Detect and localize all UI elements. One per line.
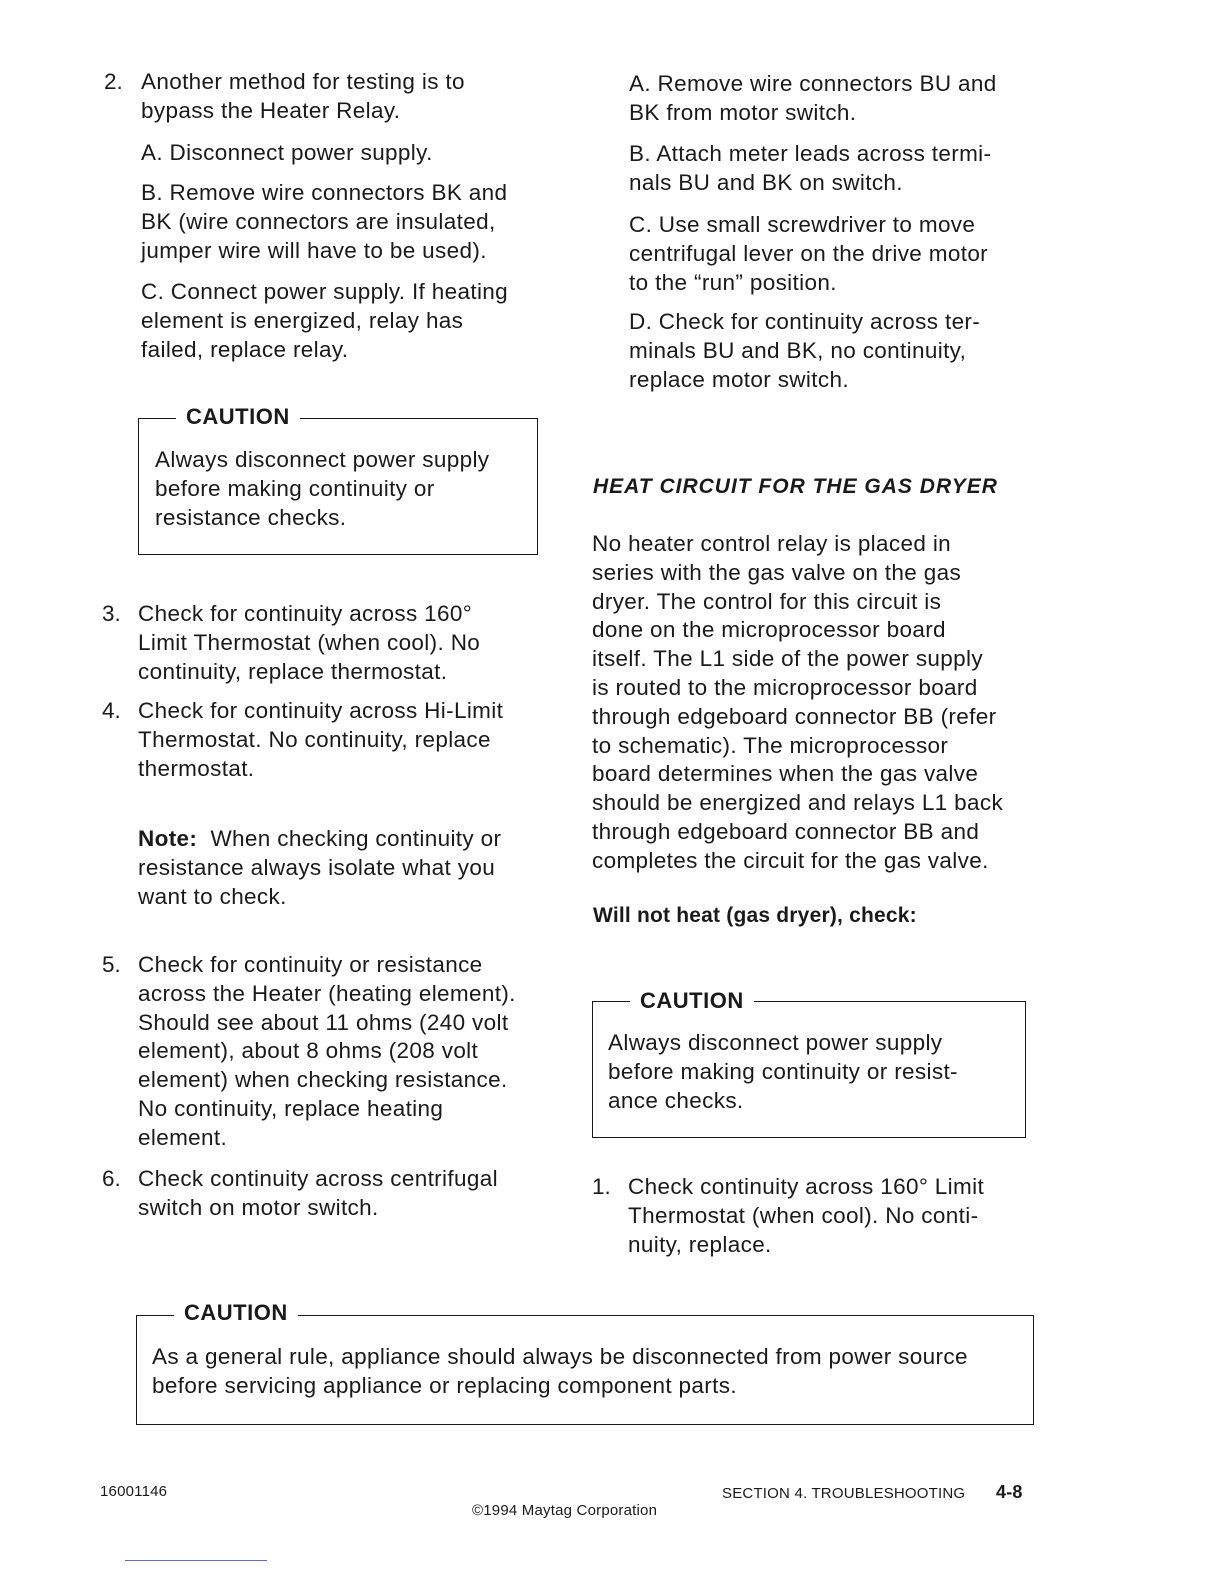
caution-text: Always disconnect power supply before making continuity or resistance checks. — [155, 447, 490, 530]
check-heading: Will not heat (gas dryer), check: — [593, 904, 917, 927]
step-6b: B. Attach meter leads across termi- nals BU and BK on switch. — [629, 141, 992, 195]
step-6d: D. Check for continuity across ter- minals BU and BK, no continuity, replace motor switch. — [629, 309, 981, 392]
step-2a: A. Disconnect power supply. — [141, 140, 433, 165]
item-text: Check for continuity across Hi-Limit Thermostat. No continuity, replace thermostat. — [138, 698, 504, 781]
document-number: 16001146 — [100, 1483, 168, 1500]
step-2c: C. Connect power supply. If heating element is energized, relay has failed, replace relay. — [141, 279, 509, 362]
page-number: 4-8 — [996, 1482, 1023, 1502]
step-6c: C. Use small screwdriver to move centrifugal lever on the drive motor to the “run” position. — [629, 212, 989, 295]
note-label: Note: — [138, 826, 198, 851]
item-text: Check continuity across centrifugal switch on motor switch. — [138, 1166, 498, 1220]
caution-text: As a general rule, appliance should always be disconnected from power source before servicing appliance or replacing component parts. — [152, 1344, 968, 1398]
item-text: Check for continuity or resistance across the Heater (heating element). Should see about 11 ohms (240 volt element), about 8 ohms (208 volt element) when checking resistance. No continuity, replace heating element. — [138, 952, 516, 1150]
caution-label: CAUTION — [630, 988, 754, 1014]
item-number: 1. — [592, 1174, 611, 1199]
item-number: 2. — [104, 69, 123, 94]
item-text: Check continuity across 160° Limit Thermostat (when cool). No conti- nuity, replace. — [628, 1174, 985, 1257]
item-text: Another method for testing is to bypass the Heater Relay. — [141, 69, 465, 123]
note: Note: When checking continuity or resistance always isolate what you want to check. — [138, 826, 502, 909]
section-label: SECTION 4. TROUBLESHOOTING — [722, 1485, 966, 1502]
gas-dryer-paragraph: No heater control relay is placed in series with the gas valve on the gas dryer. The control for this circuit is done on the microprocessor board itself. The L1 side of the power supply is routed to the microprocessor board through edgeboard connector BB (refer to schematic). The microprocessor board determines when the gas valve should be energized and relays L1 back through edgeboard connector BB and completes the circuit for the gas valve. — [592, 531, 1004, 873]
item-number: 4. — [102, 698, 121, 723]
step-2b: B. Remove wire connectors BK and BK (wire connectors are insulated, jumper wire will have to be used). — [141, 180, 508, 263]
scan-artifact-line — [125, 1560, 267, 1561]
item-number: 6. — [102, 1166, 121, 1191]
copyright: ©1994 Maytag Corporation — [472, 1502, 658, 1519]
item-text: Check for continuity across 160° Limit Thermostat (when cool). No continuity, replace thermostat. — [138, 601, 481, 684]
item-number: 5. — [102, 952, 121, 977]
section-heading: HEAT CIRCUIT FOR THE GAS DRYER — [593, 475, 998, 498]
item-number: 3. — [102, 601, 121, 626]
step-6a: A. Remove wire connectors BU and BK from motor switch. — [629, 71, 997, 125]
caution-text: Always disconnect power supply before making continuity or resist- ance checks. — [608, 1030, 958, 1113]
caution-label: CAUTION — [174, 1300, 298, 1326]
caution-label: CAUTION — [176, 404, 300, 430]
